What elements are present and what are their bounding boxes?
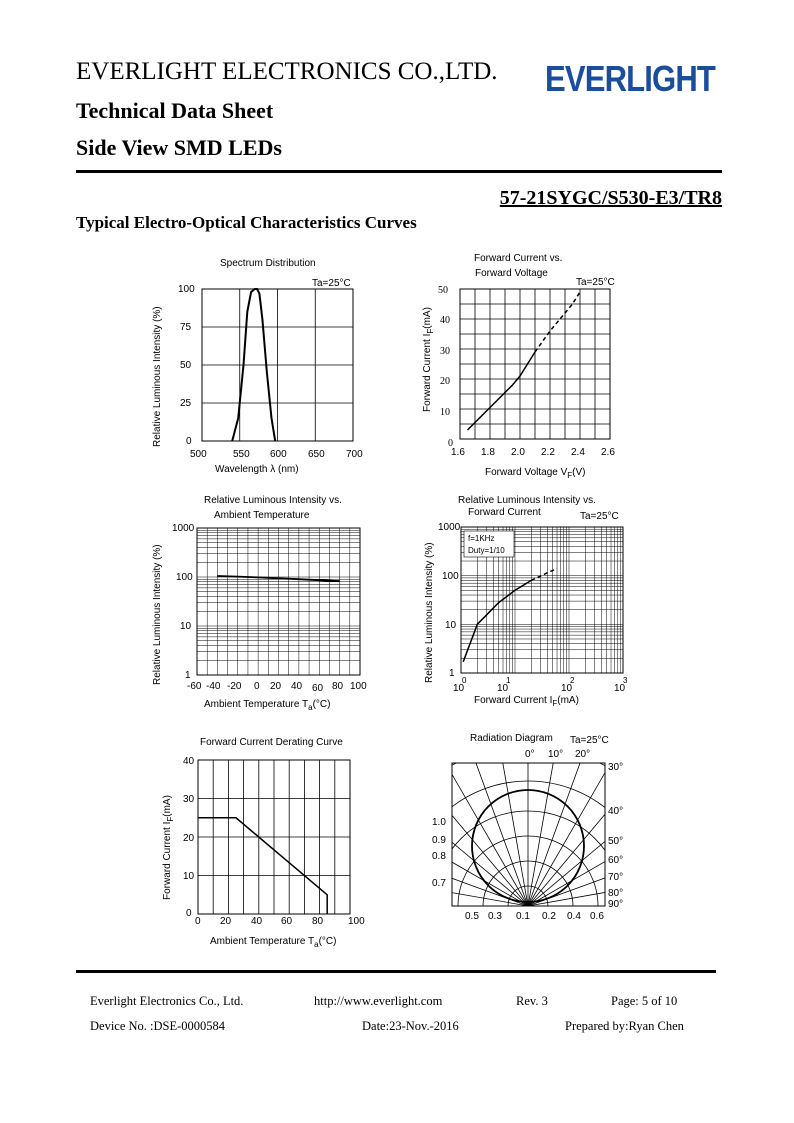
header-divider bbox=[76, 170, 722, 173]
y-tick: 0 bbox=[186, 908, 192, 919]
intensity-current-dashed bbox=[531, 569, 557, 581]
y-tick: 10 bbox=[183, 871, 195, 882]
chart-condition: Ta=25°C bbox=[580, 511, 619, 522]
intensity-label: 0.2 bbox=[542, 911, 556, 922]
y-tick: 75 bbox=[180, 322, 192, 333]
test-note: Duty=1/10 bbox=[468, 546, 505, 555]
x-tick: 102 bbox=[561, 676, 575, 694]
x-tick: 101 bbox=[497, 676, 511, 694]
x-tick: 60 bbox=[312, 683, 324, 694]
footer-date: Date:23-Nov.-2016 bbox=[362, 1019, 459, 1033]
angle-label: 50° bbox=[608, 836, 624, 847]
x-tick: 20 bbox=[220, 916, 232, 927]
chart-title: Radiation Diagram bbox=[470, 733, 553, 744]
footer-page: Page: 5 of 10 bbox=[611, 994, 678, 1008]
radiation-diagram bbox=[418, 728, 658, 928]
angle-label: 0° bbox=[525, 749, 535, 760]
chart-title: Relative Luminous Intensity vs. bbox=[204, 495, 342, 506]
y-axis-label: Forward Current $I_F(mA)$ bbox=[162, 795, 175, 900]
angle-label: 90° bbox=[608, 899, 624, 910]
y-tick: 10 bbox=[440, 407, 450, 418]
angle-label: 60° bbox=[608, 855, 624, 866]
x-tick: 2.6 bbox=[601, 447, 615, 458]
chart-title: Forward Current Derating Curve bbox=[200, 737, 343, 748]
intensity-label: 0.4 bbox=[567, 911, 581, 922]
grid bbox=[198, 760, 350, 914]
page-subtitle: Side View SMD LEDs bbox=[76, 135, 282, 160]
x-axis-label: Wavelength λ (nm) bbox=[215, 464, 299, 475]
y-tick: 30 bbox=[440, 346, 450, 357]
x-tick: 60 bbox=[281, 916, 293, 927]
y-tick: 1 bbox=[185, 670, 191, 681]
intensity-label: 0.6 bbox=[590, 911, 604, 922]
footer-prepared-by: Prepared by:Ryan Chen bbox=[565, 1019, 684, 1033]
part-number: 57-21SYGC/S530-E3/TR8 bbox=[499, 187, 722, 209]
x-tick: -60 bbox=[187, 681, 202, 692]
y-tick: 25 bbox=[180, 398, 192, 409]
x-tick: 2.4 bbox=[571, 447, 585, 458]
chart-title: Ambient Temperature bbox=[214, 510, 310, 521]
intensity-vs-current-chart bbox=[418, 488, 658, 718]
chart-title: Relative Luminous Intensity vs. bbox=[458, 495, 596, 506]
y-tick: 100 bbox=[176, 572, 193, 583]
intensity-label: 0.3 bbox=[488, 911, 502, 922]
angle-label: 10° bbox=[548, 749, 564, 760]
x-tick: 103 bbox=[614, 676, 628, 694]
section-heading: Typical Electro-Optical Characteristics Curves bbox=[76, 213, 417, 232]
y-axis-label: Relative Luminous Intensity (%) bbox=[152, 544, 163, 685]
x-tick: 1.8 bbox=[481, 447, 495, 458]
chart-condition: Ta=25°C bbox=[570, 735, 609, 746]
y-tick: 40 bbox=[183, 756, 195, 767]
angle-label: 70° bbox=[608, 872, 624, 883]
chart-condition: Ta=25°C bbox=[312, 278, 351, 289]
footer-divider bbox=[76, 970, 716, 973]
y-tick: 30 bbox=[183, 794, 195, 805]
x-axis-label: Forward Voltage $V_F(V)$ bbox=[485, 467, 586, 480]
chart-condition: Ta=25°C bbox=[576, 277, 615, 288]
y-tick: 10 bbox=[180, 621, 192, 632]
y-tick: 40 bbox=[440, 315, 450, 326]
y-tick: 1000 bbox=[438, 522, 461, 533]
y-tick: 0 bbox=[448, 438, 453, 449]
intensity-label: 0.9 bbox=[432, 835, 446, 846]
company-name: EVERLIGHT ELECTRONICS CO.,LTD. bbox=[76, 58, 498, 85]
footer-url[interactable]: http://www.everlight.com bbox=[314, 994, 443, 1008]
y-tick: 100 bbox=[178, 284, 195, 295]
x-tick: 100 bbox=[350, 681, 367, 692]
x-tick: 500 bbox=[190, 449, 207, 460]
polar-grid bbox=[368, 746, 688, 906]
x-axis-label: Ambient Temperature $T_a(^\circ C)$ bbox=[210, 936, 337, 949]
y-tick: 20 bbox=[440, 376, 450, 387]
x-tick: 700 bbox=[346, 449, 363, 460]
x-tick: 0 bbox=[254, 681, 260, 692]
y-tick: 0 bbox=[186, 436, 192, 447]
footer-revision: Rev. 3 bbox=[516, 994, 548, 1008]
page-title: Technical Data Sheet bbox=[76, 98, 274, 123]
grid bbox=[202, 289, 353, 441]
chart-title: Spectrum Distribution bbox=[220, 258, 316, 269]
forward-iv-chart bbox=[418, 250, 658, 480]
footer-company: Everlight Electronics Co., Ltd. bbox=[90, 994, 244, 1008]
angle-label: 30° bbox=[608, 762, 624, 773]
angle-label: 20° bbox=[575, 749, 591, 760]
y-tick: 10 bbox=[445, 620, 457, 631]
y-axis-label: Relative Luminous Intensity (%) bbox=[424, 542, 435, 683]
intensity-label: 0.7 bbox=[432, 878, 446, 889]
x-tick: 80 bbox=[332, 681, 344, 692]
chart-title: Forward Current vs. bbox=[474, 253, 563, 264]
y-tick: 20 bbox=[183, 833, 195, 844]
intensity-label: 0.1 bbox=[516, 911, 530, 922]
x-tick: 650 bbox=[308, 449, 325, 460]
y-axis-label: Forward Current $I_F(mA)$ bbox=[422, 307, 435, 412]
test-note: f=1KHz bbox=[468, 534, 495, 543]
x-axis-label: Ambient Temperature $T_a(^\circ C)$ bbox=[204, 699, 331, 712]
intensity-label: 0.8 bbox=[432, 851, 446, 862]
chart-title: Forward Voltage bbox=[475, 268, 548, 279]
chart-title: Forward Current bbox=[468, 507, 541, 518]
y-axis-label: Relative Luminous Intensity (%) bbox=[152, 306, 163, 447]
y-tick: 1 bbox=[449, 668, 455, 679]
svg-text:EVERLIGHT: EVERLIGHT bbox=[545, 58, 716, 99]
iv-curve-dashed bbox=[535, 292, 580, 352]
x-tick: 2.2 bbox=[541, 447, 555, 458]
x-axis-label: Forward Current $I_F(mA)$ bbox=[474, 695, 579, 708]
x-tick: 40 bbox=[251, 916, 263, 927]
angle-label: 80° bbox=[608, 888, 624, 899]
x-tick: 20 bbox=[270, 681, 282, 692]
grid bbox=[197, 528, 360, 675]
x-tick: -40 bbox=[206, 681, 221, 692]
y-tick: 50 bbox=[180, 360, 192, 371]
spectrum-chart bbox=[140, 250, 380, 480]
y-tick: 1000 bbox=[172, 523, 195, 534]
y-tick: 100 bbox=[442, 571, 459, 582]
intensity-label: 0.5 bbox=[465, 911, 479, 922]
derating-curve bbox=[198, 818, 327, 914]
angle-label: 40° bbox=[608, 806, 624, 817]
x-tick: 100 bbox=[453, 676, 467, 694]
x-tick: 1.6 bbox=[451, 447, 465, 458]
x-tick: 2.0 bbox=[511, 447, 525, 458]
x-tick: 0 bbox=[195, 916, 201, 927]
y-tick: 50 bbox=[438, 285, 448, 296]
grid bbox=[460, 289, 610, 439]
x-tick: 600 bbox=[270, 449, 287, 460]
intensity-label: 1.0 bbox=[432, 817, 446, 828]
x-tick: -20 bbox=[227, 681, 242, 692]
intensity-vs-temperature-chart bbox=[140, 488, 380, 718]
everlight-logo bbox=[545, 58, 717, 103]
x-tick: 80 bbox=[312, 916, 324, 927]
x-tick: 550 bbox=[233, 449, 250, 460]
footer-device-no: Device No. :DSE-0000584 bbox=[90, 1019, 226, 1033]
derating-chart bbox=[155, 730, 385, 960]
x-tick: 40 bbox=[291, 681, 303, 692]
x-tick: 100 bbox=[348, 916, 365, 927]
